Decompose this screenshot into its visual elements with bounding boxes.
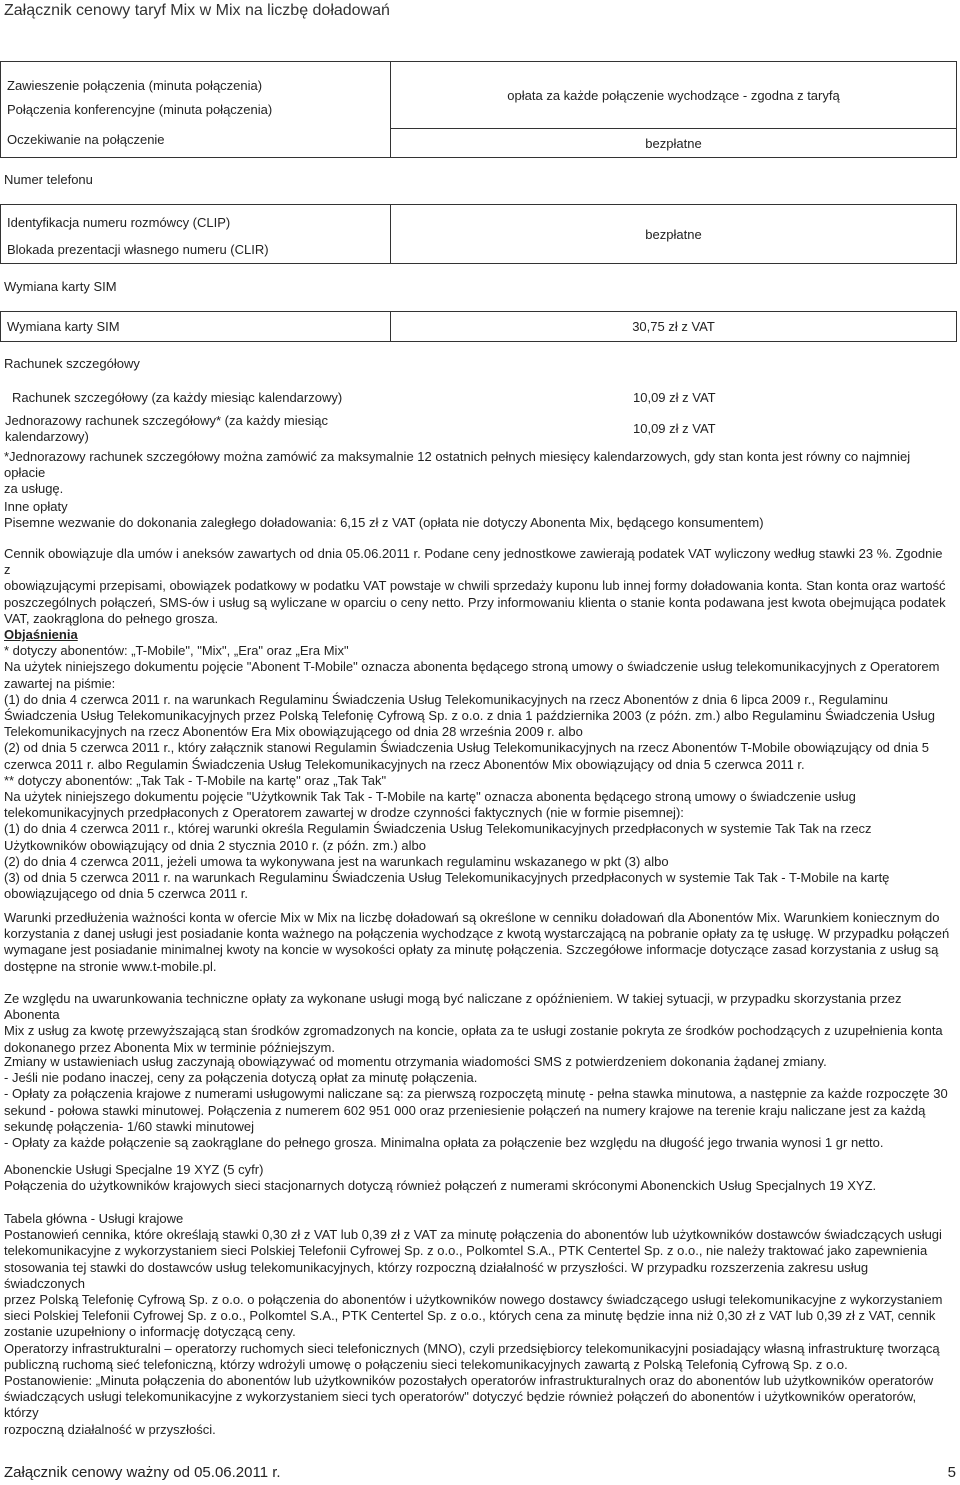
text-line: VAT, zaokrąglona do pełnego grosza. <box>4 610 219 626</box>
price-value: bezpłatne <box>645 135 702 151</box>
price-value: bezpłatne <box>645 226 702 242</box>
text-line: czerwca 2011 r. albo Regulamin Świadczenia Usług Telekomunikacyjnych na rzecz Abonentów Mix obowiązujący od dnia 5 czerwca 2011 r. <box>4 756 805 772</box>
table-call-services <box>0 61 957 158</box>
row-label: Identyfikacja numeru rozmówcy (CLIP) <box>7 215 231 230</box>
text-line: obowiązującymi przepisami, obowiązek podatkowy w podatku VAT powstaje w chwili sprzedaży kuponu lub innej formy doładowania konta. Stan konta oraz wartość <box>4 578 946 594</box>
text-line: sekund - połowa stawki minutowej. Połączenia z numerem 602 951 000 oraz przeniesienie połączeń na numery krajowe na terenie kraju naliczane jest za każdą <box>4 1102 926 1118</box>
text-line: Użytkowników obowiązujący od dnia 2 stycznia 2010 r. (z późn. zm.) albo <box>4 837 426 853</box>
text-line: sieci Polskiej Telefonii Cyfrowej Sp. z o.o., Polkomtel S.A., PTK Centertel Sp. z o.o., których cena za minutę będzie inna niż 0,30 zł z VAT lub 0,39 zł z VAT, cennik <box>4 1308 936 1324</box>
text-line: dokonanego przez Abonenta Mix w terminie późniejszym. <box>4 1039 335 1055</box>
text-line: ** dotyczy abonentów: „Tak Tak - T-Mobile na kartę" oraz „Tak Tak" <box>4 772 387 788</box>
text-line: - Opłaty za połączenia krajowe z numerami usługowymi naliczane są: za pierwszą rozpoczętą minutę - pełna stawka minutowa, a następnie za każde rozpoczęte 30 <box>4 1086 948 1102</box>
section-heading: Rachunek szczegółowy <box>4 356 140 371</box>
text-line: dostępne na stronie www.t-mobile.pl. <box>4 958 217 974</box>
document-title: Załącznik cenowy taryf Mix w Mix na liczbę doładowań <box>4 2 390 19</box>
text-line: telekomunikacyjnych przedpłaconych z Operatorem zawartej w drodze czynności faktycznych (nie w formie pisemnej): <box>4 805 684 821</box>
row-label: kalendarzowy) <box>5 429 89 444</box>
text-line: świadczących usługi telekomunikacyjne z wykorzystaniem sieci tych operatorów" dotyczyć będzie również połączeń do abonentów i użytkowników operatorów, którzy <box>4 1389 917 1421</box>
section-heading: Numer telefonu <box>4 172 93 187</box>
text-line: Na użytek niniejszego dokumentu pojęcie "Abonent T-Mobile" oznacza abonenta będącego stroną umowy o świadczenie usług telekomunikacyjnych z Operatorem <box>4 659 940 675</box>
text-line: obowiązującego od dnia 5 czerwca 2011 r. <box>4 886 249 902</box>
table-right-cell <box>391 205 957 264</box>
price-value: 10,09 zł z VAT <box>633 390 716 405</box>
text-line: rozpoczną działalność w przyszłości. <box>4 1421 216 1437</box>
text-line: Pisemne wezwanie do dokonania zaległego doładowania: 6,15 zł z VAT (opłata nie dotyczy Abonenta Mix, będącego konsumentem) <box>4 515 764 531</box>
section-heading: Objaśnienia <box>4 627 78 642</box>
table-right-cell <box>391 62 957 129</box>
text-line: korzystania z danej usługi jest posiadanie konta ważnego na połączenia wychodzące z kwotą wystarczającą na pobranie opłaty za tę usługę. W przypadku połączeń <box>4 926 950 942</box>
text-line: (2) od dnia 5 czerwca 2011 r., który załącznik stanowi Regulamin Świadczenia Usług Telekomunikacyjnych na rzecz Abonentów T-Mobile obowiązujący od dnia 5 <box>4 740 929 756</box>
text-line: (2) do dnia 4 czerwca 2011, jeżeli umowa ta wykonywana jest na warunkach regulaminu wskazanego w pkt (3) albo <box>4 853 669 869</box>
footnote <box>4 449 952 498</box>
text-line: zawartej na piśmie: <box>4 675 116 691</box>
billing-delay <box>4 991 952 1056</box>
text-line: telekomunikacyjne z wykorzystaniem sieci Polskiej Telefonii Cyfrowej Sp. z o.o., Polkomtel S.A., PTK Centertel Sp. z o.o., nie należy traktować jako zapewnienia <box>4 1243 928 1259</box>
text-line: (1) do dnia 4 czerwca 2011 r., której warunki określa Regulamin Świadczenia Usług Telekomunikacyjnych przedpłaconych w systemie Tak Tak na rzecz <box>4 821 872 837</box>
account-validity <box>4 910 952 975</box>
other-fees <box>4 499 952 531</box>
text-line: Ze względu na uwarunkowania techniczne opłaty za wykonane usługi mogą być naliczane z opóźnieniem. W takiej sytuacji, w przypadku skorzystania przez Abonenta <box>4 991 902 1023</box>
page-number: 5 <box>947 1464 956 1481</box>
section-heading: Wymiana karty SIM <box>4 279 117 294</box>
price-value: opłata za każde połączenie wychodzące - zgodna z taryfą <box>507 87 840 103</box>
text-line: Świadczenia Usług Telekomunikacyjnych przez Polską Telefonię Cyfrową Sp. z o.o. z dnia 1 października 2003 (z późn. zm.) albo Regulaminu Świadczenia Usług <box>4 708 935 724</box>
table-number-services <box>0 204 957 264</box>
table-left-cell <box>1 62 391 158</box>
text-line: * dotyczy abonentów: „T-Mobile", "Mix", „Era" oraz „Era Mix" <box>4 643 349 659</box>
row-label: Blokada prezentacji własnego numeru (CLIR) <box>7 242 269 257</box>
row-label: Jednorazowy rachunek szczegółowy* (za każdy miesiąc <box>5 413 328 428</box>
text-line: za usługę. <box>4 481 64 497</box>
text-line: Cennik obowiązuje dla umów i aneksów zawartych od dnia 05.06.2011 r. Podane ceny jednostkowe zawierają podatek VAT wyliczony według stawki 23 %. Zgodnie z <box>4 546 943 578</box>
text-line: poszczególnych połączeń, SMS-ów i usług są wyliczane w oparciu o ceny netto. Przy informowaniu klienta o stanie konta podawana jest kwota obejmująca podatek <box>4 594 946 610</box>
text-line: Postanowienie: „Minuta połączenia do abonentów lub użytkowników pozostałych operatorów infrastrukturalnych oraz do abonentów lub użytkowników operatorów <box>4 1373 934 1389</box>
row-label: Połączenia konferencyjne (minuta połączenia) <box>7 102 273 117</box>
text-line: Tabela główna - Usługi krajowe <box>4 1211 184 1226</box>
text-line: sekundę połączenia- 1/60 stawki minutowej <box>4 1118 255 1134</box>
text-line: zostanie uzupełniony o informację dotyczącą ceny. <box>4 1324 296 1340</box>
text-line: Abonenckie Usługi Specjalne 19 XYZ (5 cyfr) <box>4 1162 264 1177</box>
row-label: Rachunek szczegółowy (za każdy miesiąc kalendarzowy) <box>12 390 343 405</box>
row-label: Wymiana karty SIM <box>7 318 120 334</box>
text-line: *Jednorazowy rachunek szczegółowy można zamówić za maksymalnie 12 ostatnich pełnych miesięcy kalendarzowych, gdy stan konta jest równy co najmniej opłacie <box>4 449 911 481</box>
text-line: Mix z usług za kwotę przewyższającą stan środków zgromadzonych na koncie, opłata za te usługi zostanie pokryta ze środków pochodzących z uzupełnienia konta <box>4 1023 943 1039</box>
text-line: Operatorzy infrastrukturalni – operatorzy ruchomych sieci telefonicznych (MNO), czyli przedsiębiorcy telekomunikacyjni posiadający własną infrastrukturę tworzącą <box>4 1340 940 1356</box>
special-services <box>4 1162 952 1194</box>
row-label: Oczekiwanie na połączenie <box>7 132 165 147</box>
text-line: (3) od dnia 5 czerwca 2011 r. na warunkach Regulaminu Świadczenia Usług Telekomunikacyjnych przedpłaconych w systemie Tak Tak - T-Mobile na kartę <box>4 870 890 886</box>
footer-validity: Załącznik cenowy ważny od 05.06.2011 r. <box>4 1464 281 1481</box>
price-value: 30,75 zł z VAT <box>632 319 715 334</box>
text-line: stosowania tej stawki do dostawców usług telekomunikacyjnych, którzy rozpoczną działalność w przyszłości. W przypadku rozszerzenia zakresu usług świadczonych <box>4 1259 869 1291</box>
table-left-cell <box>1 205 391 264</box>
table-left-cell <box>1 312 391 342</box>
text-line: - Opłaty za każde połączenie są zaokrąglane do pełnego grosza. Minimalna opłata za połączenie bez względu na długość jego trwania wynosi 1 gr netto. <box>4 1135 884 1151</box>
section-heading: Inne opłaty <box>4 499 68 514</box>
row-label: Zawieszenie połączenia (minuta połączenia) <box>7 78 263 93</box>
settings-changes <box>4 1054 952 1151</box>
text-line: Zmiany w ustawieniach usług zaczynają obowiązywać od momentu otrzymania wiadomości SMS z potwierdzeniem dokonania żądanej zmiany. <box>4 1054 827 1069</box>
text-line: publiczną ruchomą sieć telefoniczną, którzy wdrożyli umowę o połączeniu sieci telekomunikacyjnych zawartą z Polską Telefonią Cyfrową Sp. z o.o. <box>4 1356 848 1372</box>
explanations <box>4 627 952 902</box>
table-right-cell <box>391 129 957 158</box>
text-line: wymagane jest posiadanie minimalnej kwoty na koncie w wysokości opłaty za minutę połączenia. Szczegółowe informacje dotyczące zasad korzystania z usług są <box>4 942 939 958</box>
table-right-cell <box>391 312 957 342</box>
text-line: przez Polską Telefonię Cyfrową Sp. z o.o. o połączenia do abonentów i użytkowników nowego dostawcy świadczącego usługi telekomunikacyjne z wykorzystaniem <box>4 1292 943 1308</box>
text-line: Warunki przedłużenia ważności konta w ofercie Mix w Mix na liczbę doładowań są określone w cenniku doładowań dla Abonentów Mix. Warunkiem koniecznym do <box>4 910 940 925</box>
text-line: (1) do dnia 4 czerwca 2011 r. na warunkach Regulaminu Świadczenia Usług Telekomunikacyjnych na rzecz Abonentów z dnia 6 lipca 2009 r., Regulaminu <box>4 691 889 707</box>
pricelist-validity <box>4 546 952 627</box>
price-value: 10,09 zł z VAT <box>633 421 716 436</box>
main-table-notes <box>4 1211 952 1438</box>
text-line: Połączenia do użytkowników krajowych sieci stacjonarnych dotyczą również połączeń z numerami skróconymi Abonenckich Usług Specjalnych 19 XYZ. <box>4 1178 877 1194</box>
table-sim <box>0 311 957 342</box>
text-line: Telekomunikacyjnych na rzecz Abonentów Era Mix obowiązującego od dnia 28 września 2009 r. albo <box>4 724 583 740</box>
text-line: Postanowień cennika, które określają stawki 0,30 zł z VAT lub 0,39 zł z VAT za minutę połączenia do abonentów lub użytkowników dostawców świadczących usługi <box>4 1227 942 1243</box>
text-line: - Jeśli nie podano inaczej, ceny za połączenia dotyczą opłat za minutę połączenia. <box>4 1070 478 1086</box>
text-line: Na użytek niniejszego dokumentu pojęcie "Użytkownik Tak Tak - T-Mobile na kartę" oznacza abonenta będącego stroną umowy o świadczenie usług <box>4 789 856 805</box>
